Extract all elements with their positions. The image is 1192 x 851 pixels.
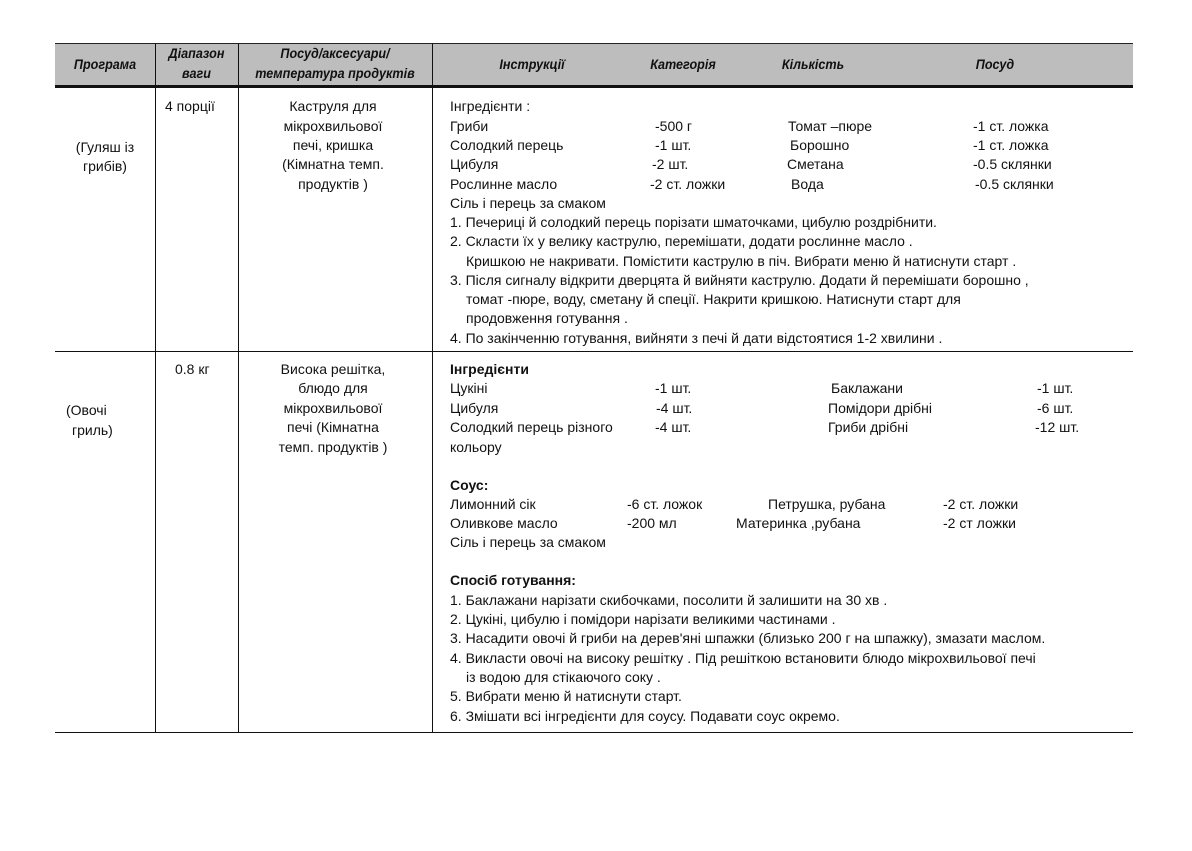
ingredient-name: Томат –пюре — [788, 118, 873, 134]
header-program: Програма — [73, 56, 137, 72]
sauce-qty: -2 ст. ложки — [943, 496, 1019, 512]
column-divider — [238, 43, 239, 732]
cookware: Каструля для — [289, 98, 377, 114]
ingredient-name: Баклажани — [831, 380, 903, 396]
ingredient-qty: -6 шт. — [1037, 400, 1074, 416]
header-dish: Посуд — [975, 56, 1015, 72]
ingredient-name: Цукіні — [450, 380, 488, 396]
program-name: грибів) — [83, 158, 127, 174]
ingredient-qty: -2 шт. — [652, 156, 689, 172]
program-name: (Гуляш із — [75, 139, 135, 155]
step: продовження готування . — [466, 310, 628, 326]
ingredient-name: Солодкий перець різного — [450, 419, 613, 435]
cookware: темп. продуктів ) — [278, 439, 388, 455]
ingredient-qty: -1 шт. — [1037, 380, 1074, 396]
header-weight-1: Діапазон — [168, 45, 225, 61]
cookware: (Кімнатна темп. — [282, 156, 384, 172]
step: 4. Викласти овочі на високу решітку . Під решіткою встановити блюдо мікрохвильової печі — [450, 650, 1036, 666]
ingredient-qty: -500 г — [655, 118, 693, 134]
ingredient-qty: -2 ст. ложки — [650, 176, 726, 192]
ingredient-qty: -1 ст. ложка — [973, 118, 1049, 134]
ingredient-name: Цибуля — [450, 400, 499, 416]
ingredient-qty: -1 шт. — [655, 137, 692, 153]
cookware: печі (Кімнатна — [287, 419, 379, 435]
step: Кришкою не накривати. Помістити каструлю в піч. Вибрати меню й натиснути старт . — [466, 253, 1017, 269]
ingredient-qty: -1 шт. — [655, 380, 692, 396]
header-category: Категорія — [650, 56, 716, 72]
ingredient-name: Солодкий перець — [450, 137, 564, 153]
ingredient-qty: -1 ст. ложка — [973, 137, 1049, 153]
header-cookware-2: температура продуктів — [255, 65, 415, 81]
step: 5. Вибрати меню й натиснути старт. — [450, 688, 682, 704]
sauce-ingredient: Лимонний сік — [450, 496, 536, 512]
ingredient-name: Рослинне масло — [450, 176, 558, 192]
sauce-qty: -200 мл — [627, 515, 677, 531]
ingredients-title: Інгредієнти — [450, 361, 529, 377]
cookware: мікрохвильової — [283, 400, 383, 416]
program-name: гриль) — [72, 422, 113, 438]
column-divider — [155, 43, 156, 732]
step: 6. Змішати всі інгредієнти для соусу. Подавати соус окремо. — [450, 708, 840, 724]
sauce-ingredient: Оливкове масло — [450, 515, 558, 531]
ingredient-name: Цибуля — [450, 156, 499, 172]
ingredient-name: Гриби — [450, 118, 489, 134]
step: 4. По закінченню готування, вийняти з печі й дати відстоятися 1-2 хвилини . — [450, 330, 943, 346]
cookware: печі, кришка — [292, 137, 374, 153]
ingredient-qty: -12 шт. — [1035, 419, 1080, 435]
row-divider — [55, 351, 1133, 352]
header-instructions: Інструкції — [499, 56, 565, 72]
step: 1. Печериці й солодкий перець порізати шматочками, цибулю роздрібнити. — [450, 214, 937, 230]
weight-range: 4 порції — [165, 98, 215, 114]
ingredient-qty: -0.5 склянки — [973, 156, 1052, 172]
header-weight-2: ваги — [182, 65, 211, 81]
ingredient-qty: -0.5 склянки — [975, 176, 1054, 192]
seasoning-note: Сіль і перець за смаком — [450, 534, 606, 550]
step: 3. Насадити овочі й гриби на дерев'яні шпажки (близько 200 г на шпажку), змазати маслом. — [450, 630, 1046, 646]
ingredient-qty: -4 шт. — [655, 419, 692, 435]
cookware: продуктів ) — [298, 176, 368, 192]
step: із водою для стікаючого соку . — [466, 669, 661, 685]
sauce-title: Соус: — [450, 477, 489, 493]
ingredients-title: Інгредієнти : — [450, 98, 531, 114]
sauce-qty: -2 ст ложки — [943, 515, 1016, 531]
sauce-ingredient: Петрушка, рубана — [768, 496, 886, 512]
header-cookware-1: Посуд/аксесуари/ — [280, 45, 390, 61]
step: 3. Після сигналу відкрити дверцята й вийняти каструлю. Додати й перемішати борошно , — [450, 272, 1029, 288]
step: 1. Баклажани нарізати скибочками, посолити й залишити на 30 хв . — [450, 592, 888, 608]
row-divider — [55, 732, 1133, 733]
ingredient-name: Борошно — [790, 137, 850, 153]
weight-range: 0.8 кг — [175, 361, 210, 377]
step: 2. Цукіні, цибулю і помідори нарізати великими частинами . — [450, 611, 836, 627]
header-quantity: Кількість — [781, 56, 845, 72]
ingredient-qty: -4 шт. — [656, 400, 693, 416]
sauce-qty: -6 ст. ложок — [627, 496, 703, 512]
step: томат -пюре, воду, сметану й спеції. Накрити кришкою. Натиснути старт для — [466, 291, 961, 307]
cookware: мікрохвильової — [283, 118, 383, 134]
ingredient-name: Вода — [791, 176, 824, 192]
ingredient-name: Сметана — [787, 156, 844, 172]
ingredient-name: Помідори дрібні — [828, 400, 932, 416]
column-divider — [432, 43, 433, 732]
seasoning-note: Сіль і перець за смаком — [450, 195, 606, 211]
cookware: блюдо для — [298, 380, 368, 396]
ingredient-name-wrap: кольору — [450, 439, 502, 455]
cookware: Висока решітка, — [280, 361, 386, 377]
method-title: Спосіб готування: — [450, 572, 576, 588]
ingredient-name: Гриби дрібні — [828, 419, 909, 435]
step: 2. Скласти їх у велику каструлю, перемішати, додати рослинне масло . — [450, 233, 913, 249]
sauce-ingredient: Материнка ,рубана — [736, 515, 861, 531]
program-name: (Овочі — [66, 402, 107, 418]
